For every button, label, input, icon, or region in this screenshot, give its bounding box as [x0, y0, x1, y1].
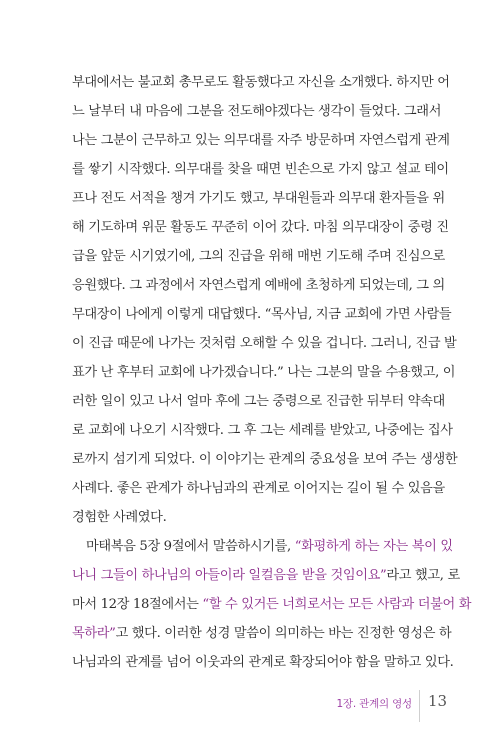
text-line: 러한 일이 있고 나서 얼마 후에 그는 중령으로 진급한 뒤부터 약속대: [72, 394, 445, 409]
text-line: [72, 561, 460, 590]
scripture-quote: “화평하게 하는 자는 복이 있: [294, 539, 453, 554]
text-line: 느 날부터 내 마음에 그분을 전도해야겠다는 생각이 들었다. 그래서: [72, 104, 442, 119]
text-span: 마서 12장 18절에서는: [72, 597, 203, 612]
chapter-title: 1장. 관계의 영성: [336, 698, 412, 710]
text-line: 를 쌓기 시작했다. 의무대를 찾을 때면 빈손으로 가지 않고 설교 테이: [72, 162, 449, 177]
page-number: 13: [428, 692, 448, 710]
text-line: 부대에서는 불교회 총무로도 활동했다고 자신을 소개했다. 하지만 어: [72, 75, 450, 90]
body-text: [72, 68, 472, 677]
text-line: 로 교회에 나오기 시작했다. 그 후 그는 세례를 받았고, 나중에는 집사: [72, 423, 453, 438]
text-span: 라고 했고, 로: [386, 568, 460, 583]
text-span: 마태복음 5장 9절에서 말씀하시기를,: [86, 539, 295, 554]
text-line: 나님과의 관계를 넘어 이웃과의 관계로 확장되어야 함을 말하고 있다.: [72, 655, 454, 670]
text-line: 프나 전도 서적을 챙겨 가기도 했고, 부대원들과 의무대 환자들을 위: [72, 191, 445, 206]
scripture-quote: 목하라”: [72, 626, 116, 641]
text-line: 경험한 사례였다.: [72, 510, 167, 525]
paragraph-2: [72, 532, 472, 677]
text-line: 이 진급 때문에 나가는 것처럼 오해할 수 있을 겁니다. 그러니, 진급 발: [72, 336, 457, 351]
text-line: [72, 532, 453, 561]
page-footer: [0, 690, 500, 720]
text-line: [72, 590, 472, 619]
text-line: 표가 난 후부터 교회에 나가겠습니다.” 나는 그분의 말을 수용했고, 이: [72, 365, 456, 380]
text-line: 로까지 섬기게 되었다. 이 이야기는 관계의 중요성을 보여 주는 생생한: [72, 452, 458, 467]
text-span: 고 했다. 이러한 성경 말씀이 의미하는 바는 진정한 영성은 하: [115, 626, 452, 641]
text-line: [72, 619, 452, 648]
text-line: 급을 앞둔 시기였기에, 그의 진급을 위해 매번 기도해 주며 진심으로: [72, 249, 445, 264]
scripture-quote: 나니 그들이 하나님의 아들이라 일컬음을 받을 것임이요”: [72, 568, 387, 583]
text-line: 응원했다. 그 과정에서 자연스럽게 예배에 초청하게 되었는데, 그 의: [72, 278, 445, 293]
text-line: 나는 그분이 근무하고 있는 의무대를 자주 방문하며 자연스럽게 관계: [72, 133, 450, 148]
paragraph-1: [72, 68, 458, 532]
text-line: 해 기도하며 위문 활동도 꾸준히 이어 갔다. 마침 의무대장이 중령 진: [72, 220, 449, 235]
footer-divider: [419, 690, 420, 722]
text-line: 사례다. 좋은 관계가 하나님과의 관계로 이어지는 길이 될 수 있음을: [72, 481, 445, 496]
text-line: 무대장이 나에게 이렇게 대답했다. “목사님, 지금 교회에 가면 사람들: [72, 307, 452, 322]
scripture-quote: “할 수 있거든 너희로서는 모든 사람과 더불어 화: [202, 597, 472, 612]
